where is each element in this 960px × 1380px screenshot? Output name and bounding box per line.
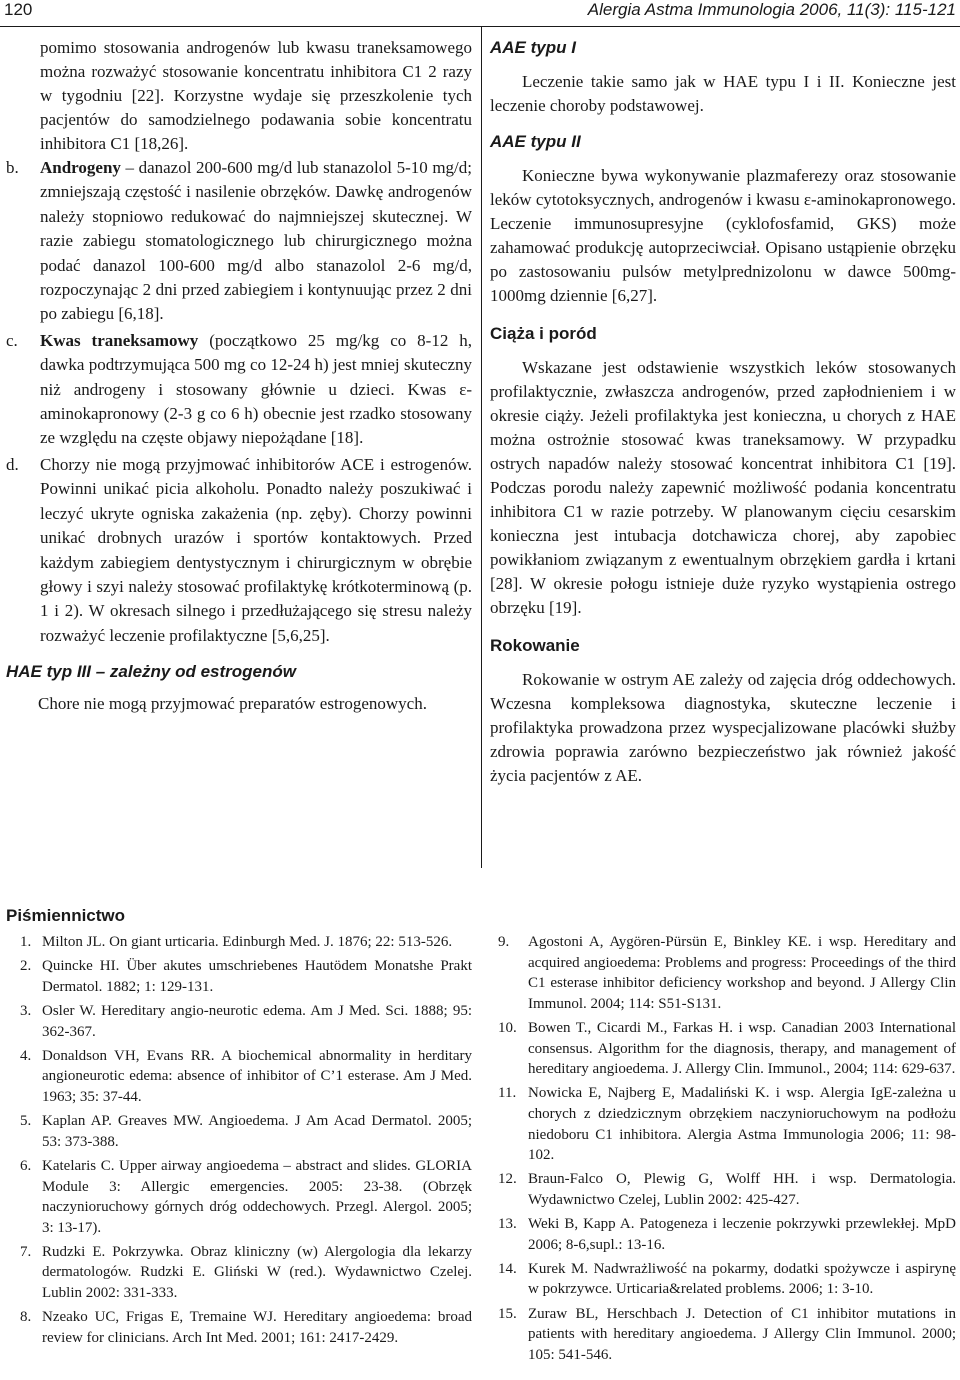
reference-item [6,1111,472,1152]
reference-item [490,1169,956,1210]
hae3-paragraph: Chore nie mogą przyjmować preparatów estrogenowych. [38,694,427,714]
reference-item [6,1156,472,1238]
reference-number: 7. [20,1243,32,1260]
aae1-paragraph: Leczenie takie samo jak w HAE typu I i II. Konieczne jest leczenie choroby podstawowej. [490,72,956,115]
right-column [490,36,956,788]
references-left [6,932,472,1352]
reference-item [6,932,472,953]
list-marker: c. [6,330,18,350]
pregnancy-paragraph: Wskazane jest odstawienie wszystkich leków stosowanych profilaktycznie, zwłaszcza androgenów, przed zapłodnieniem i w okresie ciąży. Jeżeli profilaktyka jest konieczna, u chorych z HAE można ostrożnie stosować kwas traneksamowy. W przypadku ostrych napadów należy stosować koncentrat inhibitora C1 [19]. Podczas porodu należy zapewnić możliwość podania koncentratu inhibitora C1 w razie potrzeby. W planowanym cięciu cesarskim konieczna jest intubacja dotchawicza chorej, aby zapobiec powikłaniom związanym z ewentualnym obrzękiem gardła i krtani [28]. W okresie połogu istnieje duże ryzyko wystąpienia ostrego obrzęku [19]. [490,358,956,617]
reference-text: Bowen T., Cicardi M., Farkas H. i wsp. Canadian 2003 International consensus. Algorithm for the diagnosis, therapy, and management of hereditary angioedema. J. Allergy Clin. Immunol., 2004; 114: 629-637. [528,1019,956,1078]
list-marker: d. [6,454,19,474]
reference-item [6,1046,472,1108]
term-tranexamic-acid: Kwas traneksamowy [40,330,199,350]
reference-item [6,956,472,997]
reference-number: 10. [498,1019,517,1036]
reference-number: 4. [20,1047,32,1064]
reference-number: 8. [20,1309,32,1326]
reference-number: 11. [498,1085,517,1102]
journal-citation: Alergia Astma Immunologia 2006, 11(3): 115-121 [587,0,956,19]
references-right [490,932,956,1369]
references-title: Piśmiennictwo [6,906,126,925]
prognosis-paragraph: Rokowanie w ostrym AE zależy od zajęcia dróg oddechowych. Wczesna kompleksowa diagnostyka, skuteczne leczenie i profilaktyka prowadzona przez wyspecjalizowane placówki służby zdrowia poprawia zarówno bezpieczeństwo jak również jakość życia pacjentów z AE. [490,670,956,785]
reference-item [490,1018,956,1080]
page-header [0,0,960,27]
reference-number: 6. [20,1157,32,1174]
reference-item [490,1304,956,1366]
reference-item [6,1307,472,1348]
item-text: (początkowo 25 mg/kg co 8-12 h, dawka podtrzymująca 500 mg co 12-24 h) jest mniej skuteczny niż androgeny i stosowany głównie u dzieci. Kwas ε-aminokapronowy (2-3 g co 6 h) obecnie jest rzadko stosowany ze względu na częste objawy niepożądane [18]. [40,330,472,448]
list-item-c [6,329,472,451]
reference-text: Katelaris C. Upper airway angioedema – abstract and slides. GLORIA Module 3: Allergic emergencies. 2005: 23-38. (Obrzęk naczynioruchowy górnych dróg oddechowych. Przegl. Alergol. 2005; 3: 13-17). [42,1157,472,1236]
reference-text: Milton JL. On giant urticaria. Edinburgh Med. J. 1876; 22: 513-526. [42,934,453,950]
reference-number: 2. [20,958,32,975]
item-text: – danazol 200-600 mg/d lub stanazolol 5-10 mg/d; zmniejszają częstość i nasilenie obrzęków. Dawkę androgenów należy stopniowo redukować do najmniejszej skutecznej. W razie zabiegu stomatologicznego lub chirurgicznego można podać danazol 100-600 mg/d albo stanazolol 2-6 mg/d, rozpoczynając 2 dni przed zabiegiem i kontynuując przez 2 dni po zabiegu [6,18]. [40,158,472,324]
reference-text: Zuraw BL, Herschbach J. Detection of C1 inhibitor mutations in patients with hereditary angioedema. J Allergy Clin Immunol. 2000; 105: 541-546. [528,1305,956,1363]
reference-item [6,1242,472,1304]
reference-item [490,1214,956,1255]
reference-text: Agostoni A, Aygören-Pürsün E, Binkley KE. i wsp. Hereditary and acquired angioedema: Problems and progress: Proceedings of the third C1 esterase inhibitor deficiency workshop and beyond. J Allergy Clin Immunol. 2004; 114: S51-S131. [528,934,956,1012]
reference-number: 5. [20,1113,32,1130]
reference-item [490,1083,956,1165]
reference-number: 13. [498,1216,517,1233]
reference-number: 15. [498,1305,517,1322]
reference-item [490,932,956,1014]
reference-item [6,1001,472,1042]
section-heading-pregnancy: Ciąża i poród [490,324,597,343]
term-androgens: Androgeny [40,158,121,177]
list-item-b [6,156,472,327]
section-heading-aae1: AAE typu I [490,38,576,57]
reference-number: 9. [498,934,510,950]
reference-text: Osler W. Hereditary angio-neurotic edema. Am J Med. Sci. 1888; 95: 362-367. [42,1002,472,1040]
page-number: 120 [4,0,33,19]
aae2-paragraph: Konieczne bywa wykonywanie plazmaferezy oraz stosowanie leków cytotoksycznych, androgenów i kwasu ε-aminokapronowego. Leczenie immunosupresyjne (cyklofosfamid, GKS) może zahamować produkcję autoprzeciwciał. Opisano ustąpienie obrzęku po zastosowaniu pulsów metylprednizolonu w dawce 500mg-1000mg dziennie [6,27]. [490,166,956,305]
list-item-d [6,453,472,648]
list-marker: b. [6,158,19,177]
reference-text: Donaldson VH, Evans RR. A biochemical abnormality in herditary angioneurotic edema: absence of inhibitor of C’1 esterase. Am J Med. 1963; 35: 37-44. [42,1047,472,1105]
section-heading-prognosis: Rokowanie [490,636,580,655]
reference-text: Braun-Falco O, Plewig G, Wolff HH. i wsp. Dermatologia. Wydawnictwo Czelej, Lublin 2002: 425-427. [528,1171,956,1208]
reference-text: Nowicka E, Najberg E, Madaliński K. i wsp. Alergia IgE-zależna u chorych z dziedzicznym obrzękiem naczynioruchowym na podłożu niedoboru C1 inhibitora. Alergia Astma Immunologia 2006; 11: 98-102. [528,1085,956,1164]
reference-number: 3. [20,1002,32,1019]
section-heading-hae3: HAE typ III – zależny od estrogenów [6,662,296,682]
reference-text: Nzeako UC, Frigas E, Tremaine WJ. Hereditary angioedema: broad review for clinicians. Arch Int Med. 2001; 161: 2417-2429. [42,1309,472,1346]
reference-text: Kaplan AP. Greaves MW. Angioedema. J Am Acad Dermatol. 2005; 53: 373-388. [42,1113,472,1150]
section-heading-aae2: AAE typu II [490,132,581,151]
reference-text: Rudzki E. Pokrzywka. Obraz kliniczny (w) Alergologia dla lekarzy dermatologów. Rudzki E. Gliński W (red.). Wydawnictwo Czelej. Lublin 2002: 331-333. [42,1243,472,1302]
reference-number: 1. [20,934,32,950]
left-column [6,36,472,716]
reference-text: Weki B, Kapp A. Patogeneza i leczenie pokrzywki przewlekłej. MpD 2006; 8-6,supl.: 13-16. [528,1216,956,1253]
intro-paragraph: pomimo stosowania androgenów lub kwasu traneksamowego można rozważyć stosowanie koncentratu inhibitora C1 2 razy w tygodniu [22]. Korzystne wydaje się przeszkolenie tych pacjentów do samodzielnego podawania sobie koncentratu inhibitora C1 [18,26]. [40,38,472,153]
reference-number: 12. [498,1171,517,1188]
reference-item [490,1259,956,1300]
item-text: Chorzy nie mogą przyjmować inhibitorów ACE i estrogenów. Powinni unikać picia alkoholu. Ponadto należy poszukiwać i leczyć ukryte ogniska zakażenia (np. zęby). Chorzy powinni unikać drobnych urazów i sportów kontaktowych. Przed każdym zabiegiem dentystycznym i chirurgicznym w obrębie głowy i szyi należy stosować profilaktykę krótkoterminową (p. 1 i 2). W okresach silnego i przedłużającego się stresu należy rozważyć leczenie profilaktyczne [5,6,25]. [40,454,472,645]
column-divider [481,26,482,868]
reference-number: 14. [498,1260,517,1277]
reference-text: Quincke HI. Über akutes umschriebenes Hautödem Monatshe Prakt Dermatol. 1882; 1: 129-131. [42,958,472,995]
reference-text: Kurek M. Nadwrażliwość na pokarmy, dodatki spożywcze i aspirynę w pokrzywce. Urticaria&related problems. 2006; 1: 3-10. [528,1260,956,1298]
